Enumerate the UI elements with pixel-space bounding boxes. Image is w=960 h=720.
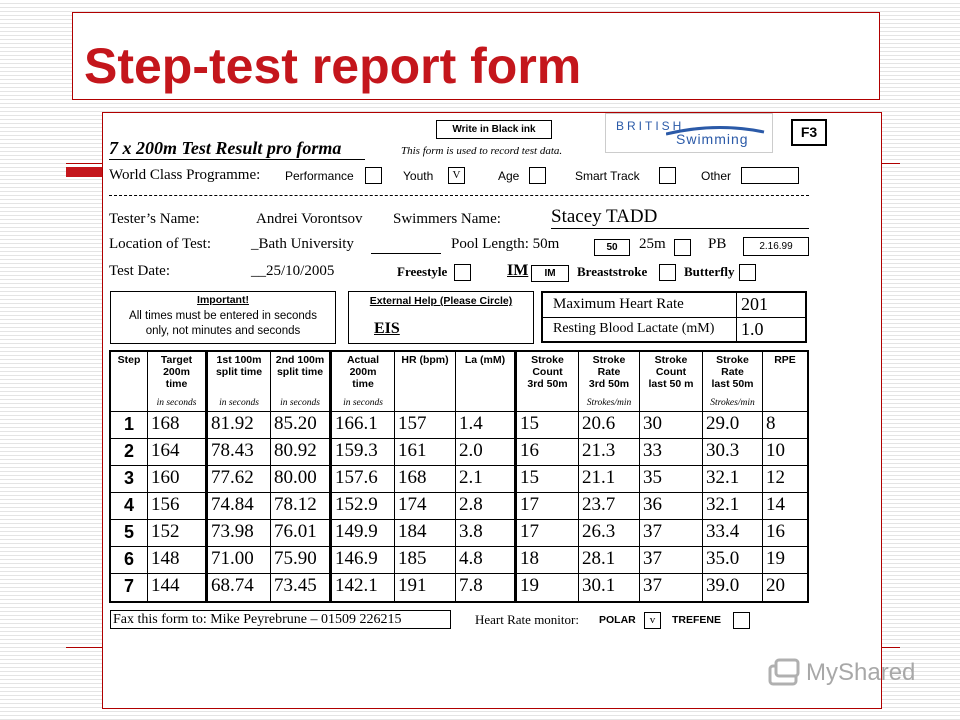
table-header-cell <box>271 352 329 412</box>
table-header-line: 200m <box>163 366 190 378</box>
table-cell: 35 <box>640 466 703 493</box>
table-cell: 35.0 <box>703 547 763 574</box>
pool-length-label: Pool Length: 50m <box>451 236 560 252</box>
accent-bar <box>66 167 106 177</box>
table-header-unit: in seconds <box>156 398 197 408</box>
table-step-number: 5 <box>111 520 148 547</box>
table-cell: 4.8 <box>456 547 514 574</box>
table-cell: 21.1 <box>579 466 640 493</box>
table-header-unit: in seconds <box>219 398 259 408</box>
programme-smart-track-label: Smart Track <box>575 169 640 183</box>
location-label: Location of Test: <box>109 236 211 252</box>
table-group-1 <box>109 350 207 603</box>
trefene-label: TREFENE <box>672 614 722 626</box>
programme-other-label: Other <box>701 169 732 183</box>
table-cell: 161 <box>395 439 456 466</box>
table-cell: 39.0 <box>703 574 763 601</box>
table-step-number: 6 <box>111 547 148 574</box>
table-cell: 81.92 <box>208 412 271 439</box>
table-cell: 2.0 <box>456 439 514 466</box>
table-cell: 160 <box>148 466 205 493</box>
important-text-2: only, not minutes and seconds <box>145 325 301 337</box>
table-cell: 78.43 <box>208 439 271 466</box>
table-cell: 12 <box>763 466 807 493</box>
lactate-value: 1.0 <box>741 319 764 339</box>
table-cell: 7.8 <box>459 575 483 596</box>
table-cell: 32.1 <box>703 466 763 493</box>
table-cell: 1.4 <box>456 412 514 439</box>
programme-youth-checkbox[interactable]: V <box>448 167 465 184</box>
location-underline <box>371 253 441 254</box>
table-header-line: 3rd 50m <box>588 378 630 390</box>
table-cell: 157.6 <box>332 466 395 493</box>
table-header-line: Count <box>532 366 563 378</box>
heart-rate-lactate-box <box>541 291 807 343</box>
dashed-separator <box>109 195 809 196</box>
table-cell: 80.00 <box>271 466 329 493</box>
table-cell: 14 <box>763 493 807 520</box>
table-header-line: split time <box>276 366 324 378</box>
table-cell: 17 <box>517 493 579 520</box>
table-cell: 152 <box>148 520 205 547</box>
table-cell: 30 <box>640 412 703 439</box>
table-header-line: Stroke <box>531 354 564 366</box>
table-header-cell <box>332 352 395 412</box>
table-cell: 144 <box>151 575 180 596</box>
external-help-value: EIS <box>374 320 400 337</box>
freestyle-label: Freestyle <box>397 264 448 279</box>
table-cell: 28.1 <box>579 547 640 574</box>
table-cell: 168 <box>148 412 205 439</box>
table-cell: 20 <box>766 575 785 596</box>
table-cell: 76.01 <box>271 520 329 547</box>
important-note-box <box>110 291 336 344</box>
swimmer-value: Stacey TADD <box>551 206 658 227</box>
table-cell: 185 <box>395 547 456 574</box>
table-cell: 2.1 <box>456 466 514 493</box>
table-header-line: La (mM) <box>464 354 506 366</box>
table-step-number: 2 <box>111 439 148 466</box>
programme-label: World Class Programme: <box>109 167 261 183</box>
table-header-line: 3rd 50m <box>527 378 568 390</box>
table-cell: 73.98 <box>208 520 271 547</box>
table-cell: 2.8 <box>456 493 514 520</box>
programme-performance-label: Performance <box>285 169 354 183</box>
table-header-unit: in seconds <box>280 398 320 408</box>
programme-performance-checkbox[interactable] <box>365 167 382 184</box>
table-cell: 156 <box>148 493 205 520</box>
table-header-line: Target <box>160 354 193 366</box>
programme-other-field[interactable] <box>741 167 799 184</box>
table-cell: 29.0 <box>703 412 763 439</box>
table-cell: 166.1 <box>332 412 395 439</box>
side-rule-left <box>66 163 102 164</box>
table-cell: 33.4 <box>703 520 763 547</box>
table-header-line: 200m <box>349 366 377 378</box>
table-cell: 33 <box>640 439 703 466</box>
table-header-line: Step <box>117 354 141 366</box>
table-header-cell <box>208 352 271 412</box>
logo-line-2: Swimming <box>676 131 749 147</box>
table-cell: 8 <box>763 412 807 439</box>
table-header-cell <box>640 352 703 412</box>
table-step-number: 3 <box>111 466 148 493</box>
table-cell: 18 <box>517 547 579 574</box>
table-cell: 37 <box>640 574 703 601</box>
swimmer-label: Swimmers Name: <box>393 211 501 227</box>
table-cell: 30.3 <box>703 439 763 466</box>
table-cell: 78.12 <box>271 493 329 520</box>
table-header-line: split time <box>215 366 263 378</box>
side-rule-right-bottom <box>880 647 900 648</box>
table-header-line: 1st 100m <box>216 354 262 366</box>
table-step-number: 4 <box>111 493 148 520</box>
programme-smart-track-checkbox[interactable] <box>659 167 676 184</box>
table-group-4 <box>515 350 809 603</box>
table-cell: 80.92 <box>271 439 329 466</box>
table-header-line: last 50m <box>711 378 754 390</box>
british-swimming-logo <box>605 113 773 153</box>
hr-monitor-label: Heart Rate monitor: <box>475 612 579 627</box>
side-rule-right <box>880 163 900 164</box>
external-help-box <box>348 291 534 344</box>
write-black-ink-box: Write in Black ink <box>436 120 552 139</box>
slide-title: Step-test report form <box>84 38 582 94</box>
hr-box-vdivider <box>736 293 737 341</box>
table-cell: 15 <box>517 466 579 493</box>
table-cell: 37 <box>640 520 703 547</box>
table-cell: 23.7 <box>579 493 640 520</box>
table-header-cell <box>395 352 456 412</box>
pool-50-field[interactable]: 50 <box>594 239 630 256</box>
important-title: Important! <box>197 294 249 306</box>
table-cell: 164 <box>148 439 205 466</box>
table-cell: 68.74 <box>208 574 271 601</box>
logo-line-1: BRITISH <box>616 119 685 133</box>
programme-youth-label: Youth <box>403 169 434 183</box>
programme-age-label: Age <box>498 169 520 183</box>
trefene-checkbox[interactable] <box>733 612 750 629</box>
table-header-cell <box>111 352 148 412</box>
external-help-title: External Help (Please Circle) <box>369 295 513 307</box>
myshared-logo-icon <box>768 658 802 688</box>
table-cell: 32.1 <box>703 493 763 520</box>
table-header-cell <box>456 352 514 412</box>
pool-25-checkbox[interactable] <box>674 239 691 256</box>
watermark-text: MyShared <box>806 659 916 686</box>
table-header-line: Rate <box>597 366 621 378</box>
table-step-number: 1 <box>111 412 148 439</box>
table-cell: 168 <box>395 466 456 493</box>
table-cell: 19 <box>763 547 807 574</box>
table-header-line: Rate <box>721 366 744 378</box>
table-header-line: Actual <box>346 354 380 366</box>
form-code: F3 <box>791 119 827 146</box>
table-cell: 191 <box>395 574 456 601</box>
table-header-line: Stroke <box>716 354 749 366</box>
table-step-number: 7 <box>111 574 148 601</box>
table-cell: 19 <box>517 574 579 601</box>
heading-underline <box>109 159 365 160</box>
breaststroke-checkbox[interactable] <box>659 264 676 281</box>
table-cell: 26.3 <box>579 520 640 547</box>
breaststroke-label: Breaststroke <box>577 264 648 279</box>
table-cell: 30.1 <box>579 574 640 601</box>
freestyle-checkbox[interactable] <box>454 264 471 281</box>
programme-age-checkbox[interactable] <box>529 167 546 184</box>
table-cell: 37 <box>640 547 703 574</box>
form-heading: 7 x 200m Test Result pro forma <box>109 138 342 158</box>
table-cell: 15 <box>517 412 579 439</box>
important-text-1: All times must be entered in seconds <box>129 310 317 322</box>
table-cell: 85.20 <box>271 412 329 439</box>
table-cell: 77.62 <box>208 466 271 493</box>
pool-25-label: 25m <box>639 236 666 252</box>
pb-label: PB <box>708 236 727 252</box>
table-header-unit: in seconds <box>343 398 383 408</box>
table-cell: 3.8 <box>456 520 514 547</box>
table-cell: 148 <box>148 547 205 574</box>
table-cell: 149.9 <box>332 520 395 547</box>
table-cell: 74.84 <box>208 493 271 520</box>
table-header-cell <box>148 352 205 412</box>
table-header-line: Stroke <box>654 354 688 366</box>
report-form <box>102 112 882 709</box>
test-date-label: Test Date: <box>109 263 171 279</box>
pb-field[interactable]: 2.16.99 <box>743 237 809 256</box>
table-header-line: Stroke <box>592 354 626 366</box>
location-value: _Bath University <box>251 236 354 252</box>
table-cell: 184 <box>395 520 456 547</box>
table-header-line: 2nd 100m <box>275 354 325 366</box>
swimmer-underline <box>551 228 809 229</box>
table-header-cell <box>579 352 640 412</box>
polar-label: POLAR <box>599 614 636 626</box>
table-cell: 71.00 <box>208 547 271 574</box>
polar-checkbox[interactable]: v <box>644 612 661 629</box>
table-cell: 20.6 <box>579 412 640 439</box>
max-hr-label: Maximum Heart Rate <box>553 296 684 312</box>
logo-swoosh-icon <box>666 124 766 140</box>
table-cell: 16 <box>763 520 807 547</box>
table-header-line: last 50 m <box>648 378 694 390</box>
table-cell: 174 <box>395 493 456 520</box>
table-header-cell <box>517 352 579 412</box>
table-header-cell <box>763 352 807 412</box>
tester-value: Andrei Vorontsov <box>256 211 363 227</box>
table-group-2 <box>206 350 331 603</box>
table-cell: 17 <box>517 520 579 547</box>
im-label: IM <box>507 262 529 279</box>
fax-box: Fax this form to: Mike Peyrebrune – 01509 226215 <box>110 610 451 629</box>
table-cell: 152.9 <box>332 493 395 520</box>
table-cell: 142.1 <box>332 574 395 601</box>
form-subheading: This form is used to record test data. <box>401 145 563 157</box>
table-cell: 146.9 <box>332 547 395 574</box>
table-header-cell <box>703 352 763 412</box>
table-cell: 16 <box>517 439 579 466</box>
test-date-value: __25/10/2005 <box>251 263 335 279</box>
table-header-line: Count <box>655 366 687 378</box>
butterfly-checkbox[interactable] <box>739 264 756 281</box>
table-header-line: time <box>165 378 188 390</box>
table-cell: 75.90 <box>271 547 329 574</box>
table-cell: 157 <box>395 412 456 439</box>
butterfly-label: Butterfly <box>684 264 735 279</box>
side-rule-left-bottom <box>66 647 102 648</box>
im-field[interactable]: IM <box>531 265 569 282</box>
table-header-unit: Strokes/min <box>586 398 632 408</box>
lactate-label: Resting Blood Lactate (mM) <box>553 321 715 336</box>
table-cell: 21.3 <box>579 439 640 466</box>
table-cell: 36 <box>640 493 703 520</box>
table-cell: 73.45 <box>274 575 317 596</box>
table-group-3 <box>330 350 516 603</box>
max-hr-value: 201 <box>741 294 768 314</box>
table-cell: 10 <box>763 439 807 466</box>
table-header-unit: Strokes/min <box>710 398 755 408</box>
table-header-line: RPE <box>774 354 796 366</box>
table-header-line: time <box>352 378 374 390</box>
table-header-line: HR (bpm) <box>401 354 449 366</box>
tester-label: Tester’s Name: <box>109 211 200 227</box>
table-cell: 159.3 <box>332 439 395 466</box>
hr-box-divider <box>543 317 805 318</box>
